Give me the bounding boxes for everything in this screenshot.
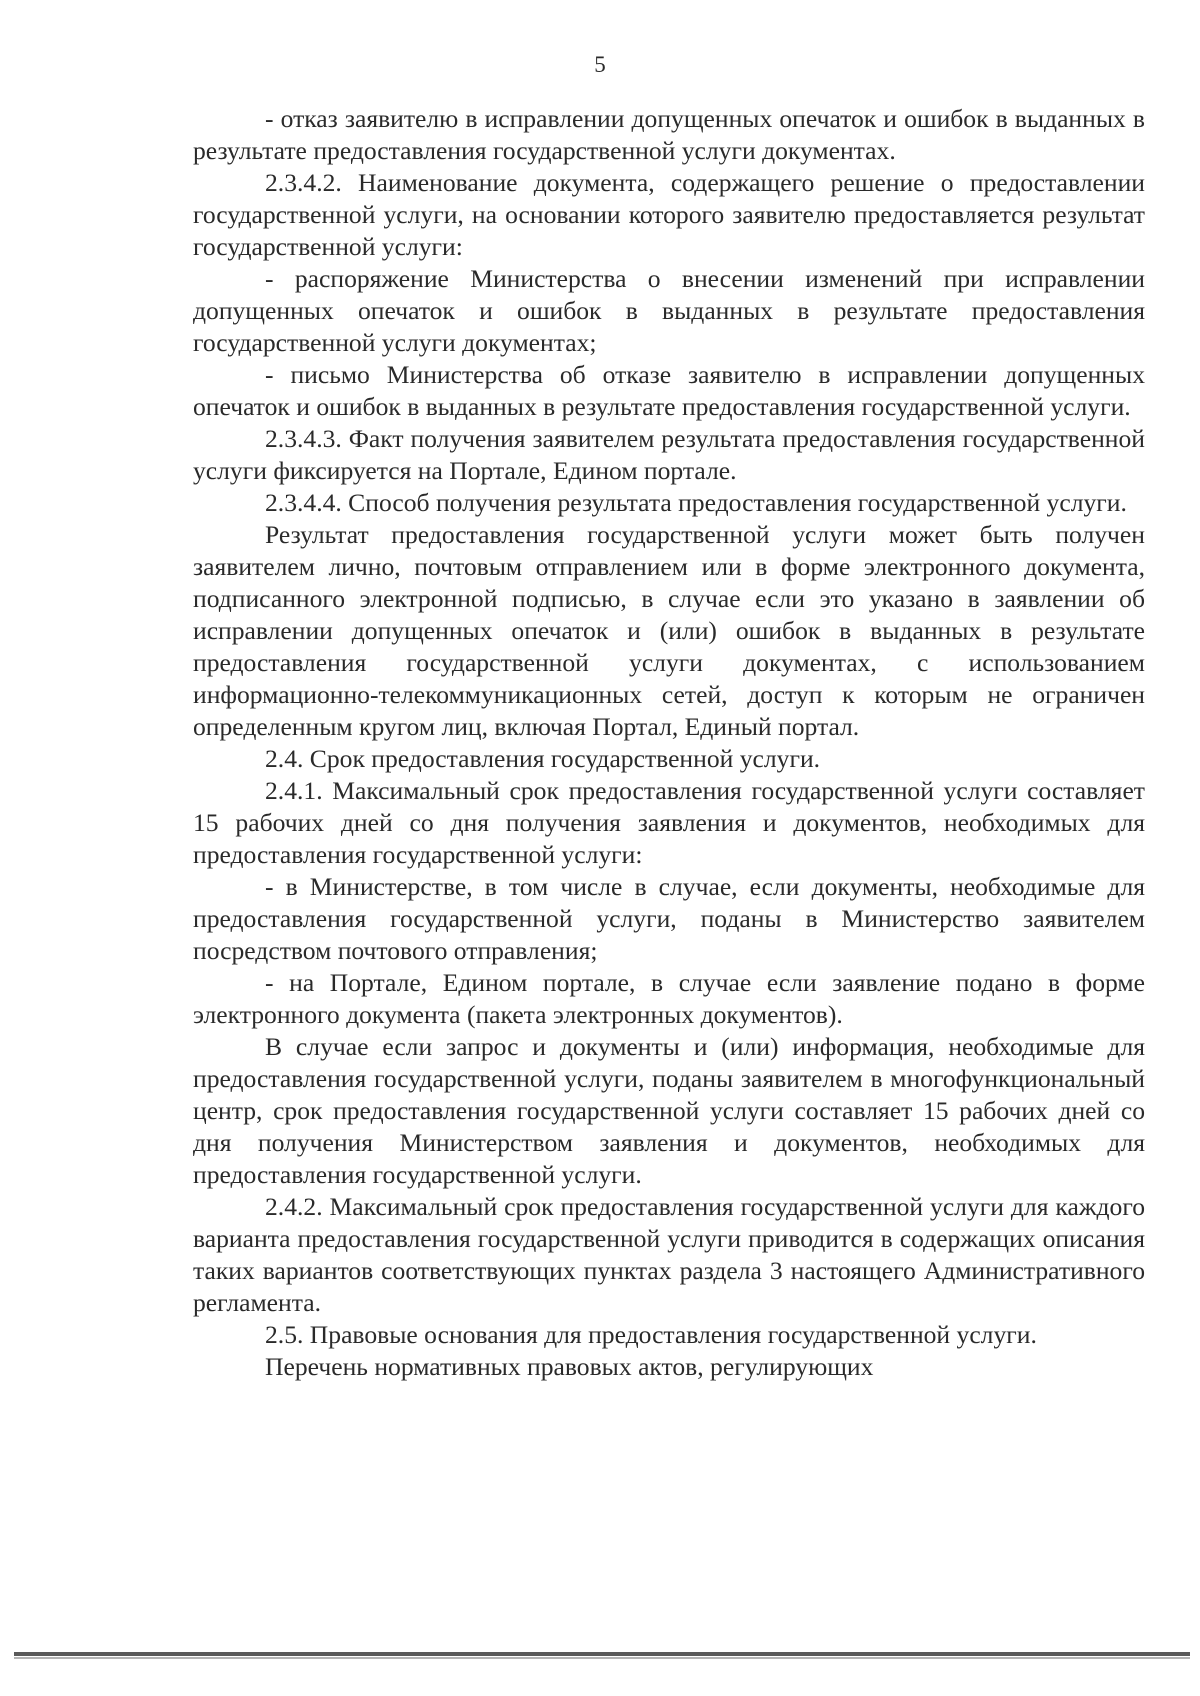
paragraph: Перечень нормативных правовых актов, регулирующих bbox=[265, 1352, 874, 1381]
paragraph: В случае если запрос и документы и (или) информация, необходимые для предоставления государственной услуги, поданы заявителем в многофункциональный центр, срок предоставления государственной услуги составляет 15 рабочих дней со дня получения Министерством заявления и документов, необходимых для предоставления государственной услуги. bbox=[193, 1032, 1145, 1189]
paragraph: - в Министерстве, в том числе в случае, если документы, необходимые для предоставления государственной услуги, поданы в Министерство заявителем посредством почтового отправления; bbox=[193, 872, 1145, 965]
page-number: 5 bbox=[594, 52, 606, 77]
paragraph: - на Портале, Едином портале, в случае если заявление подано в форме электронного документа (пакета электронных документов). bbox=[193, 968, 1145, 1029]
scan-edge-shadow bbox=[14, 1657, 1190, 1659]
paragraph: 2.5. Правовые основания для предоставления государственной услуги. bbox=[265, 1320, 1037, 1349]
paragraph: Результат предоставления государственной услуги может быть получен заявителем лично, почтовым отправлением или в форме электронного документа, подписанного электронной подписью, в случае если это указано в заявлении об исправлении допущенных опечаток и (или) ошибок в выданных в результате предоставления государственной услуги документах, с использованием информационно-телекоммуникационных сетей, доступ к которым не ограничен определенным кругом лиц, включая Портал, Единый портал. bbox=[193, 520, 1145, 741]
document-body bbox=[193, 103, 1145, 1383]
paragraph: 2.3.4.3. Факт получения заявителем результата предоставления государственной услуги фиксируется на Портале, Едином портале. bbox=[193, 424, 1145, 485]
paragraph: 2.3.4.4. Способ получения результата предоставления государственной услуги. bbox=[265, 488, 1127, 517]
paragraph: - отказ заявителю в исправлении допущенных опечаток и ошибок в выданных в результате предоставления государственной услуги документах. bbox=[193, 104, 1145, 165]
paragraph: 2.4. Срок предоставления государственной услуги. bbox=[265, 744, 821, 773]
paragraph: - распоряжение Министерства о внесении изменений при исправлении допущенных опечаток и ошибок в выданных в результате предоставления государственной услуги документах; bbox=[193, 264, 1145, 357]
paragraph: 2.3.4.2. Наименование документа, содержащего решение о предоставлении государственной услуги, на основании которого заявителю предоставляется результат государственной услуги: bbox=[193, 168, 1145, 261]
paragraph: 2.4.2. Максимальный срок предоставления государственной услуги для каждого варианта предоставления государственной услуги приводится в содержащих описания таких вариантов соответствующих пунктах раздела 3 настоящего Административного регламента. bbox=[193, 1192, 1145, 1317]
scan-edge-line bbox=[14, 1652, 1190, 1656]
paragraph: - письмо Министерства об отказе заявителю в исправлении допущенных опечаток и ошибок в выданных в результате предоставления государственной услуги. bbox=[193, 360, 1145, 421]
paragraph: 2.4.1. Максимальный срок предоставления государственной услуги составляет 15 рабочих дней со дня получения заявления и документов, необходимых для предоставления государственной услуги: bbox=[193, 776, 1145, 869]
